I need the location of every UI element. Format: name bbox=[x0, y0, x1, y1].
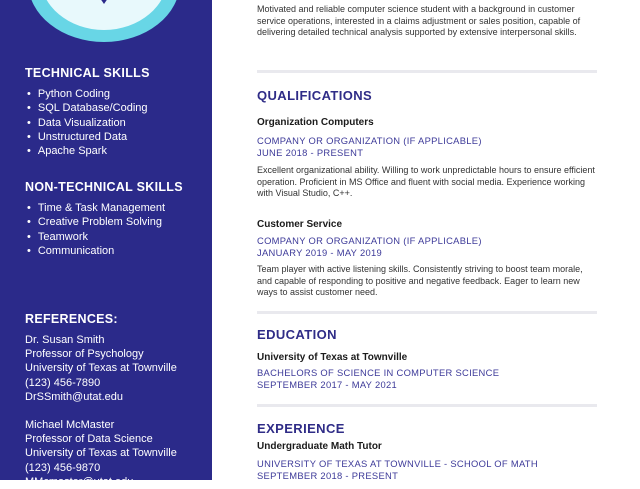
reference-institution: University of Texas at Townville bbox=[25, 447, 177, 460]
divider bbox=[257, 404, 597, 407]
technical-skills-heading: TECHNICAL SKILLS bbox=[25, 66, 150, 80]
job-title: Customer Service bbox=[257, 219, 343, 230]
reference-institution: University of Texas at Townville bbox=[25, 362, 177, 375]
reference-name: Dr. Susan Smith bbox=[25, 334, 105, 346]
photo-avatar-shape bbox=[68, 0, 140, 4]
technical-skills-list bbox=[25, 87, 148, 158]
list-item: • SQL Database/Coding bbox=[25, 101, 148, 115]
reference-phone: (123) 456-7890 bbox=[25, 376, 101, 389]
education-date: SEPTEMBER 2017 - MAY 2021 bbox=[257, 379, 398, 390]
reference-title: Professor of Psychology bbox=[25, 348, 144, 361]
job-organization: COMPANY OR ORGANIZATION (IF APPLICABLE) bbox=[257, 135, 482, 146]
list-item: • Time & Task Management bbox=[25, 201, 165, 215]
list-item: • Unstructured Data bbox=[25, 130, 148, 144]
job-title: Organization Computers bbox=[257, 117, 374, 128]
school-name: University of Texas at Townville bbox=[257, 352, 408, 363]
qualifications-heading: QUALIFICATIONS bbox=[257, 88, 373, 103]
main-content bbox=[212, 0, 640, 480]
reference-title: Professor of Data Science bbox=[25, 433, 153, 446]
reference-name: Michael McMaster bbox=[25, 419, 115, 431]
experience-date: SEPTEMBER 2018 - PRESENT bbox=[257, 470, 399, 481]
job-organization: COMPANY OR ORGANIZATION (IF APPLICABLE) bbox=[257, 235, 482, 246]
job-description: Team player with active listening skills. Consistently striving to boost team morale, and capable of responding to positive and negative feedback. Eager to learn new ways to assist customer need. bbox=[257, 264, 583, 298]
job-description: Excellent organizational ability. Willing to work unpredictable hours to ensure efficient operation. Proficient in MS Office and fluent with social media. Experience working with Visual Studio, C++. bbox=[257, 165, 595, 199]
divider bbox=[257, 311, 597, 314]
list-item: • Apache Spark bbox=[25, 144, 148, 158]
reference-email: DrSSmith@utat.edu bbox=[25, 390, 123, 403]
list-item: • Python Coding bbox=[25, 87, 148, 101]
degree: BACHELORS OF SCIENCE IN COMPUTER SCIENCE bbox=[257, 367, 500, 378]
profile-photo bbox=[28, 0, 180, 42]
reference-phone: (123) 456-9870 bbox=[25, 461, 101, 474]
job-date: JANUARY 2019 - MAY 2019 bbox=[257, 247, 383, 258]
list-item: • Teamwork bbox=[25, 230, 165, 244]
experience-heading: EXPERIENCE bbox=[257, 421, 345, 436]
references-heading: REFERENCES: bbox=[25, 312, 118, 326]
non-technical-skills-heading: NON-TECHNICAL SKILLS bbox=[25, 180, 183, 194]
list-item: • Creative Problem Solving bbox=[25, 215, 165, 229]
reference-email: MMcmaster@utat.edu bbox=[25, 475, 134, 488]
list-item: • Communication bbox=[25, 244, 165, 258]
experience-organization: UNIVERSITY OF TEXAS AT TOWNVILLE - SCHOOL OF MATH bbox=[257, 458, 538, 469]
job-date: JUNE 2018 - PRESENT bbox=[257, 147, 364, 158]
non-technical-skills-list bbox=[25, 201, 165, 258]
reference-2 bbox=[25, 418, 177, 489]
divider bbox=[257, 70, 597, 73]
sidebar bbox=[0, 0, 212, 488]
experience-title: Undergraduate Math Tutor bbox=[257, 441, 382, 452]
education-heading: EDUCATION bbox=[257, 327, 337, 342]
reference-1 bbox=[25, 333, 177, 404]
list-item: • Data Visualization bbox=[25, 116, 148, 130]
summary-text: Motivated and reliable computer science student with a background in customer service operations, interested in a claims adjustment or sales position, capable of delivering detailed technical analysis supported by extensive interpersonal skills. bbox=[257, 4, 581, 38]
